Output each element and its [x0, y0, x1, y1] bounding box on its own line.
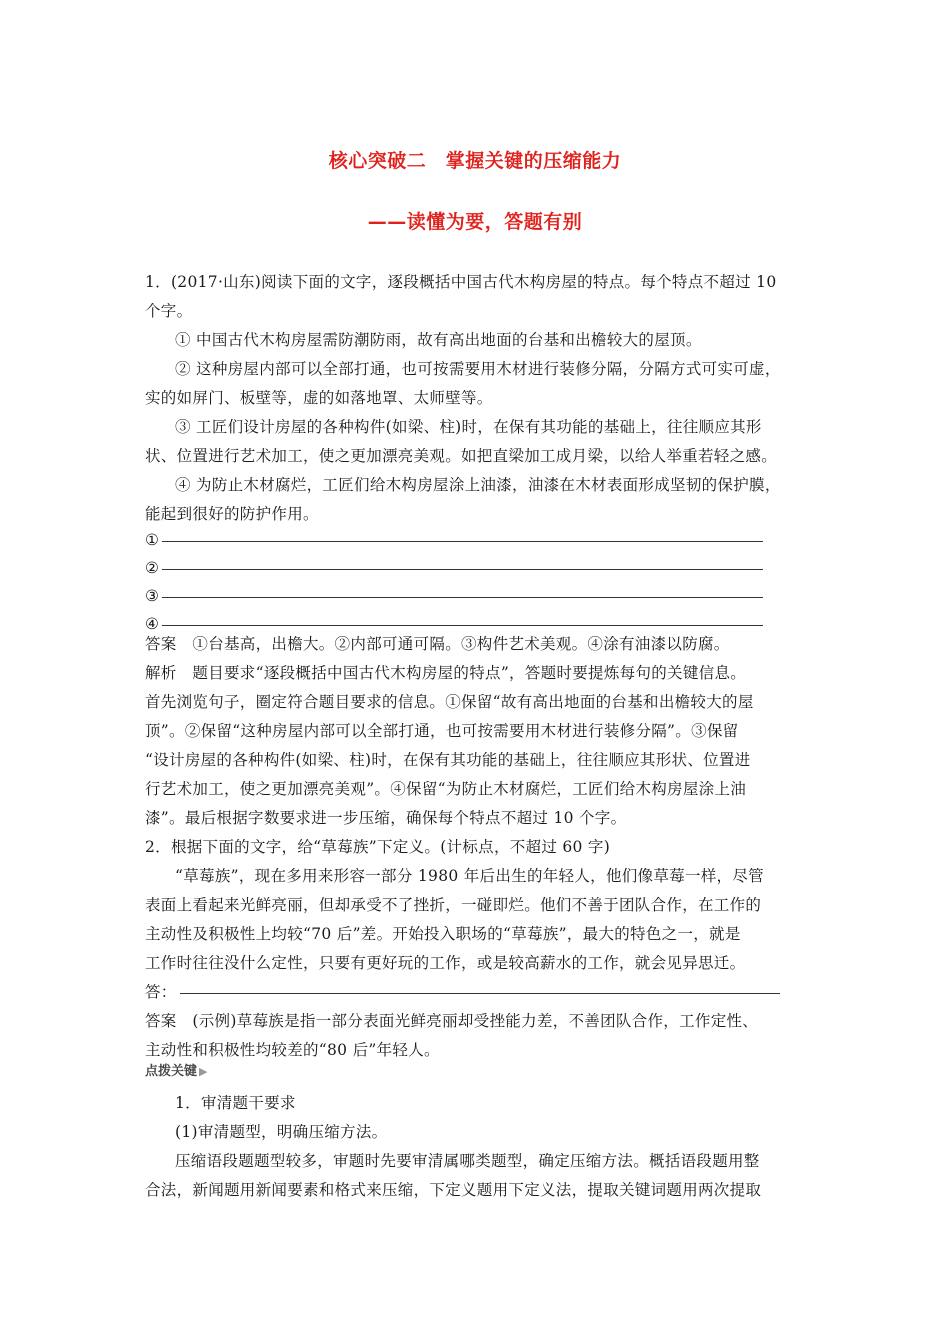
q1-passage-para-3: ③ 工匠们设计房屋的各种构件(如梁、柱)时，在保有其功能的基础上，往往顺应其形 — [175, 418, 762, 436]
q1-analysis-line: “设计房屋的各种构件(如梁、柱)时，在保有其功能的基础上，往往顺应其形状、位置进 — [145, 751, 751, 769]
q1-passage-para-4: ④ 为防止木材腐烂，工匠们给木构房屋涂上油漆，油漆在木材表面形成坚韧的保护膜， — [175, 476, 781, 494]
q2-answer-line: 主动性和积极性均较差的“80 后”年轻人。 — [145, 1041, 440, 1059]
q1-passage-para-1: ① 中国古代木构房屋需防潮防雨，故有高出地面的台基和出檐较大的屋顶。 — [175, 331, 702, 349]
q2-answer-label: 答： — [145, 983, 177, 1001]
q2-answer-blank-line[interactable] — [180, 993, 780, 994]
answer-blank-line[interactable] — [162, 569, 763, 570]
q2-passage-line: 表面上看起来光鲜亮丽，但却承受不了挫折，一碰即烂。他们不善于团队合作，在工作的 — [145, 896, 762, 914]
q2-passage-line: 工作时往往没什么定性，只要有更好玩的工作，或是较高薪水的工作，就会见异思迁。 — [145, 954, 746, 972]
q2-answer-line: 答案 (示例)草莓族是指一部分表面光鲜亮丽却受挫能力差，不善团队合作，工作定性、 — [145, 1012, 759, 1030]
answer-blank-marker: ① — [145, 531, 160, 549]
q1-analysis-line: 首先浏览句子，圈定符合题目要求的信息。①保留“故有高出地面的台基和出檐较大的屋 — [145, 693, 754, 711]
q2-passage-line: “草莓族”，现在多用来形容一部分 1980 年后出生的年轻人，他们像草莓一样，尽管 — [175, 867, 764, 885]
q1-analysis-line: 行艺术加工，使之更加漂亮美观”。④保留“为防止木材腐烂，工匠们给木构房屋涂上油 — [145, 780, 747, 798]
q1-stem-cont: 个字。 — [145, 302, 193, 320]
tip-heading-text: 点拨关键 — [145, 1064, 198, 1079]
q1-passage-para-2: ② 这种房屋内部可以全部打通，也可按需要用木材进行装修分隔，分隔方式可实可虚， — [175, 360, 781, 378]
tip-heading — [145, 1060, 207, 1079]
q1-analysis-line: 解析 题目要求“逐段概括中国古代木构房屋的特点”，答题时要提炼每句的关键信息。 — [145, 664, 747, 682]
q1-analysis-line: 顶”。②保留“这种房屋内部可以全部打通，也可按需要用木材进行装修分隔”。③保留 — [145, 722, 739, 740]
q1-passage-para-2-cont: 实的如屏门、板壁等，虚的如落地罩、太师壁等。 — [145, 389, 493, 407]
q1-analysis-line: 漆”。最后根据字数要求进一步压缩，确保每个特点不超过 10 个字。 — [145, 809, 627, 827]
answer-blank-line[interactable] — [162, 541, 763, 542]
answer-blank-marker: ② — [145, 559, 160, 577]
q1-passage-para-3-cont: 状、位置进行艺术加工，使之更加漂亮美观。如把直梁加工成月梁，以给人举重若轻之感。 — [145, 447, 778, 465]
page-subtitle: ——读懂为要，答题有别 — [367, 211, 583, 233]
tip-body-line: 压缩语段题题型较多，审题时先要审清属哪类题型，确定压缩方法。概括语段题用整 — [175, 1152, 760, 1170]
tip-item: 1．审清题干要求 — [175, 1094, 296, 1112]
play-arrow-icon: ▶ — [199, 1065, 208, 1078]
tip-body-line: 合法，新闻题用新闻要素和格式来压缩，下定义题用下定义法，提取关键词题用两次提取 — [145, 1181, 762, 1199]
q2-passage-line: 主动性及积极性上均较“70 后”差。开始投入职场的“草莓族”，最大的特色之一，就是 — [145, 925, 741, 943]
page-title: 核心突破二 掌握关键的压缩能力 — [328, 150, 622, 172]
answer-blank-marker: ③ — [145, 587, 160, 605]
q1-passage-para-4-cont: 能起到很好的防护作用。 — [145, 505, 319, 523]
q1-answer: 答案 ①台基高，出檐大。②内部可通可隔。③构件艺术美观。④涂有油漆以防腐。 — [145, 635, 730, 653]
answer-blank-line[interactable] — [162, 625, 763, 626]
answer-blank-marker: ④ — [145, 615, 160, 633]
q2-stem: 2．根据下面的文字，给“草莓族”下定义。(计标点，不超过 60 字) — [145, 838, 611, 856]
q1-stem: 1．(2017·山东)阅读下面的文字，逐段概括中国古代木构房屋的特点。每个特点不超过 10 — [145, 273, 777, 291]
answer-blank-line[interactable] — [162, 597, 763, 598]
tip-subitem: (1)审清题型，明确压缩方法。 — [175, 1123, 388, 1141]
